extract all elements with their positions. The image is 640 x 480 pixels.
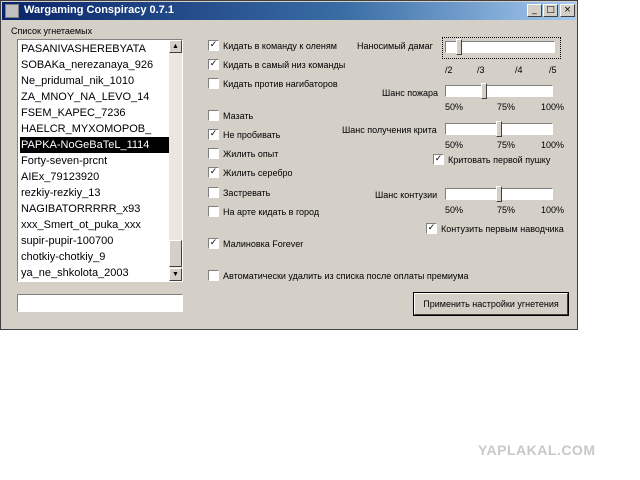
list-item[interactable]: HAELCR_MYXOMOPOB_ [21,123,152,135]
apply-oppression-button[interactable]: Применить настройки угнетения [414,293,568,315]
crit-tick-2: 75% [497,140,516,150]
list-item[interactable]: xxx_Smert_ot_puka_xxx [21,219,141,231]
option-checkbox[interactable] [208,78,338,89]
checkbox-label: Застревать [223,187,271,198]
checkbox-label: Малиновка Forever [223,238,304,249]
list-item[interactable]: Forty-seven-prcnt [21,155,108,167]
list-item[interactable]: supir-pupir-100700 [21,235,114,247]
checkbox-box: ✓ [209,167,218,177]
fire-tick-1: 50% [445,102,464,112]
option-checkbox[interactable] [208,206,319,217]
checkbox-label: Кидать в самый низ команды [223,59,346,70]
checkbox-label: Кидать в команду к оленям [223,40,337,51]
option-checkbox[interactable] [208,167,293,178]
list-item[interactable]: FSEM_KAPEC_7236 [21,107,126,119]
title-bar[interactable] [2,2,576,20]
contusion-slider-thumb[interactable] [496,186,502,202]
crit-slider[interactable] [445,123,553,135]
checkbox-label: Жилить опыт [223,148,279,159]
checkbox-box [208,187,219,198]
list-scrollbar[interactable] [169,40,182,281]
contusion-tick-3: 100% [541,205,565,215]
list-item[interactable]: chotkiy-chotkiy_9 [21,251,106,263]
checkbox-label: Контузить первым наводчика [441,223,564,234]
option-checkbox[interactable] [208,270,469,281]
list-label: Список угнетаемых [11,26,93,36]
checkbox-label: Автоматически удалить из списка после оплаты премиума [223,270,469,281]
checkbox-label: Мазать [223,110,254,121]
app-icon [5,4,19,18]
checkbox-box [208,78,219,89]
checkbox-box [208,270,219,281]
checkbox-label: Не пробивать [223,129,281,140]
list-item[interactable]: PAPKA-NoGeBaTeL_1114 [20,137,170,153]
list-item[interactable]: AIEx_79123920 [21,171,100,183]
fire-tick-2: 75% [497,102,516,112]
close-button[interactable]: × [560,4,575,17]
checkbox-label: Критовать первой пушку [448,154,551,165]
damage-tick-4: /5 [549,65,557,75]
list-item[interactable]: PASANIVASHEREBYATA [21,43,146,55]
checkbox-box: ✓ [209,129,218,139]
contusion-tick-2: 75% [497,205,516,215]
checkbox-box: ✓ [209,40,218,50]
option-checkbox[interactable] [208,129,280,140]
fire-slider[interactable] [445,85,553,97]
crit-label: Шанс получения крита [342,125,437,135]
list-item[interactable]: SOBAKa_nerezanaya_926 [21,59,154,71]
crit-first-gun-checkbox[interactable] [433,154,550,165]
damage-label: Наносимый дамаг [357,41,433,51]
checkbox-box: ✓ [434,154,443,164]
contusion-tick-1: 50% [445,205,464,215]
option-checkbox[interactable] [208,238,303,249]
scroll-up-button[interactable]: ▲ [169,40,182,53]
option-checkbox[interactable] [208,148,278,159]
scroll-down-button[interactable]: ▼ [169,268,182,281]
damage-tick-2: /3 [477,65,485,75]
damage-tick-1: /2 [445,65,453,75]
watermark: YAPLAKAL.COM [478,442,596,458]
minimize-button[interactable]: _ [527,4,542,17]
contusion-gunner-checkbox[interactable] [426,223,564,234]
option-checkbox[interactable] [208,59,345,70]
damage-slider-thumb[interactable] [456,39,462,55]
contusion-label: Шанс контузии [375,190,438,200]
contusion-slider[interactable] [445,188,553,200]
list-item[interactable]: NAGIBATORRRRR_x93 [21,203,141,215]
checkbox-box: ✓ [209,59,218,69]
checkbox-label: Жилить серебро [223,167,293,178]
option-checkbox[interactable] [208,40,337,51]
window-title: Wargaming Conspiracy 0.7.1 [24,4,174,16]
crit-slider-thumb[interactable] [496,121,502,137]
name-input[interactable] [17,294,183,312]
damage-tick-3: /4 [515,65,523,75]
crit-tick-3: 100% [541,140,565,150]
oppressed-list[interactable] [17,39,183,282]
damage-slider[interactable] [445,41,555,53]
fire-label: Шанс пожара [382,88,439,98]
list-item[interactable]: rezkiy-rezkiy_13 [21,187,101,199]
checkbox-box [208,110,219,121]
list-item[interactable]: ya_ne_shkolota_2003 [21,267,129,279]
option-checkbox[interactable] [208,187,270,198]
fire-slider-thumb[interactable] [481,83,487,99]
scroll-thumb[interactable] [169,240,182,267]
checkbox-box [208,148,219,159]
checkbox-box [208,206,219,217]
maximize-button[interactable]: □ [543,4,558,17]
list-item[interactable]: Ne_pridumal_nik_1010 [21,75,135,87]
checkbox-label: На арте кидать в город [223,206,320,217]
fire-tick-3: 100% [541,102,565,112]
option-checkbox[interactable] [208,110,253,121]
checkbox-box: ✓ [209,238,218,248]
crit-tick-1: 50% [445,140,464,150]
list-item[interactable]: ZA_MNOY_NA_LEVO_14 [21,91,150,103]
checkbox-label: Кидать против нагибаторов [223,78,338,89]
checkbox-box: ✓ [427,223,436,233]
